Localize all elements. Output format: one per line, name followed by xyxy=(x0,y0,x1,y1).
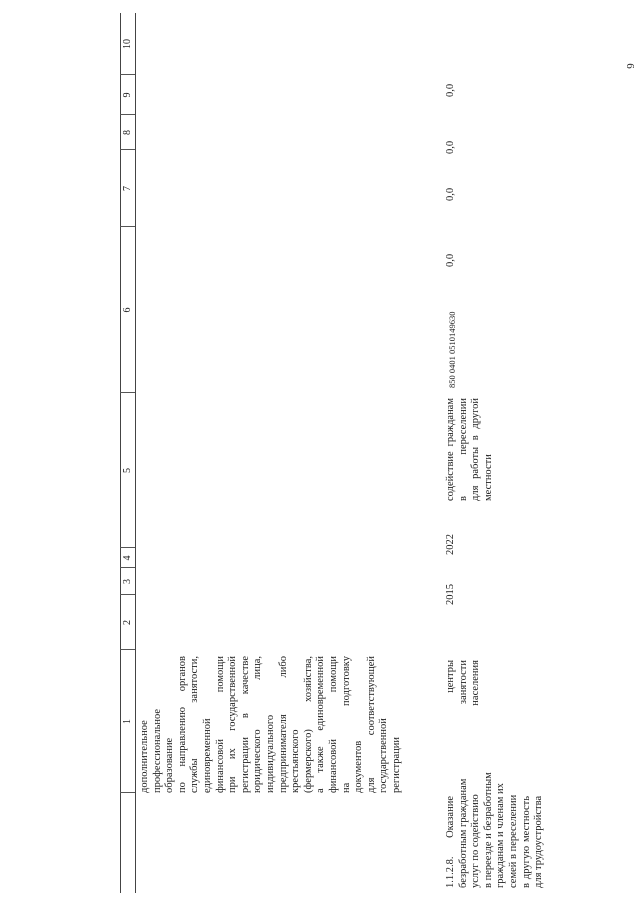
text-line: населения xyxy=(470,660,482,706)
text-line: в другую местность xyxy=(520,796,532,888)
column-header-10: 10 xyxy=(122,39,133,49)
text-line: для трудоустройства xyxy=(533,795,545,888)
text-line: финансовой помощи xyxy=(214,656,226,793)
text-line: центры xyxy=(445,660,456,693)
text-line: содействие гражданам xyxy=(445,398,456,501)
prev-row-description xyxy=(139,656,403,793)
header-row-bottom-border xyxy=(135,13,136,893)
text-line: а также единовременной xyxy=(315,656,327,793)
text-line: предпринимателя либо xyxy=(277,656,289,793)
text-line: в переселении xyxy=(457,398,469,501)
text-line: гражданам и членам их xyxy=(495,783,507,888)
text-line: профессиональное xyxy=(151,708,163,793)
row-1128-start-year: 2015 xyxy=(445,584,456,605)
row-1128-expected-result xyxy=(445,398,495,501)
text-line: образование xyxy=(164,737,176,793)
text-line: крестьянского xyxy=(290,729,302,793)
row-1128-value-col10: 0,0 xyxy=(445,83,456,97)
text-line: дополнительное xyxy=(139,720,150,793)
text-line: по направлению органов xyxy=(176,656,188,793)
text-line: индивидуального xyxy=(264,714,276,793)
row-1128-end-year: 2022 xyxy=(445,534,456,555)
text-line: занятости xyxy=(457,660,469,705)
column-header-6: 6 xyxy=(122,307,133,313)
text-line: 1.1.2.8. Оказание xyxy=(445,796,456,888)
text-line: регистрации xyxy=(390,737,402,793)
text-line: в переезде и безработным xyxy=(482,772,494,888)
row-1128-budget-code: 850 0401 0510149630 xyxy=(447,311,457,388)
page-number: 6 xyxy=(624,63,636,69)
text-line: юридического лица, xyxy=(252,656,264,793)
text-line: (фермерского) хозяйства, xyxy=(302,656,314,793)
column-header-9: 9 xyxy=(122,92,133,98)
text-line: местности xyxy=(482,454,494,501)
text-line: семей в переселении xyxy=(507,794,519,888)
text-line: для работы в другой xyxy=(470,398,482,501)
rotated-table xyxy=(120,13,640,893)
column-header-5: 5 xyxy=(122,468,133,473)
column-header-2: 2 xyxy=(122,620,133,625)
column-header-8: 8 xyxy=(122,130,133,135)
row-1128-value-col9: 0,0 xyxy=(445,140,456,154)
row-1128-value-col8: 0,0 xyxy=(445,187,456,201)
text-line: услуг по содействию xyxy=(470,794,482,888)
text-line: при их государственной xyxy=(227,656,239,793)
text-line: единовременной xyxy=(201,718,213,793)
text-line: финансовой помощи xyxy=(327,656,339,793)
text-line: на подготовку xyxy=(340,656,352,793)
column-header-1: 1 xyxy=(122,719,133,724)
row-1128-value-col7: 0,0 xyxy=(445,253,456,267)
column-header-4: 4 xyxy=(122,555,133,561)
text-line: службы занятости, xyxy=(189,656,201,793)
column-header-7: 7 xyxy=(122,186,133,191)
text-line: государственной xyxy=(378,718,390,793)
text-line: регистрации в качестве xyxy=(239,656,251,793)
row-1128-executor xyxy=(445,660,483,715)
row-1128-description xyxy=(445,772,546,888)
text-line: для соответствующей xyxy=(365,656,377,793)
text-line: безработным гражданам xyxy=(457,778,469,888)
text-line: документов xyxy=(353,740,365,793)
column-header-3: 3 xyxy=(122,579,133,584)
